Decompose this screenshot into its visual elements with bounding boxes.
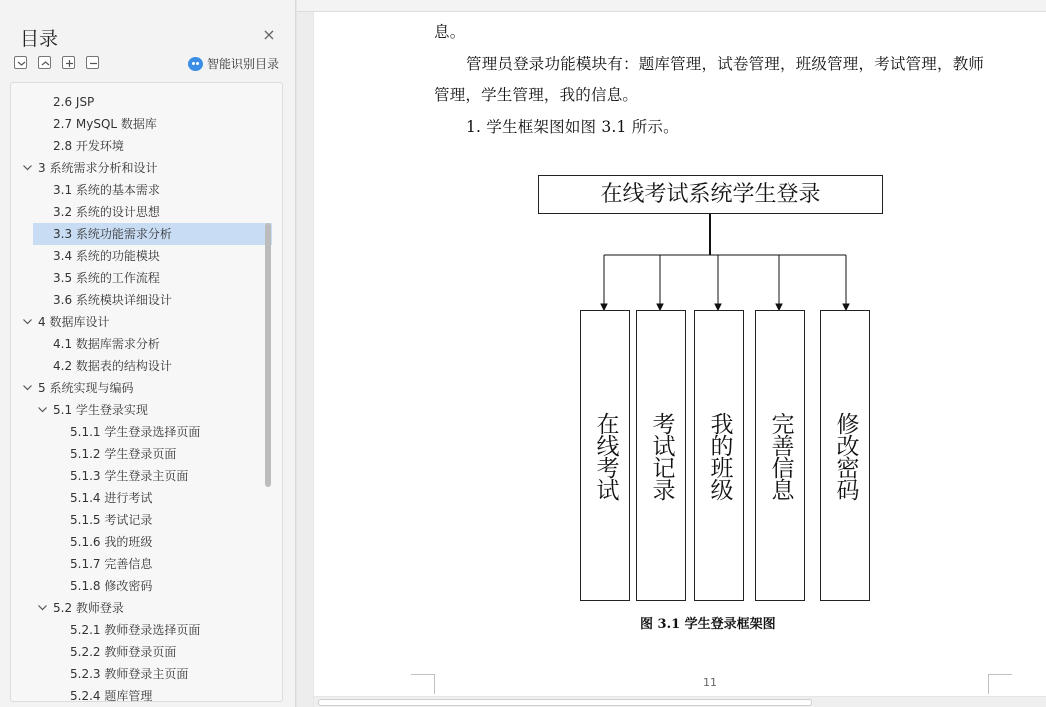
toc-item-label: 5.2 教师登录 [53, 601, 124, 615]
toc-item-label: 2.7 MySQL 数据库 [53, 117, 157, 131]
toc-item-label: 4.2 数据表的结构设计 [53, 359, 172, 373]
toc-item-label: 5.2.2 教师登录页面 [70, 645, 177, 659]
list-item-line: 1. 学生框架图如图 3.1 所示。 [466, 118, 679, 136]
toc-item-label: 3.6 系统模块详细设计 [53, 293, 172, 307]
figure-caption: 图 3.1 学生登录框架图 [640, 617, 776, 632]
diagram-child-node [694, 310, 744, 601]
toc-item-label: 3.3 系统功能需求分析 [53, 227, 172, 241]
diagram-child-node [755, 310, 805, 601]
toc-item-label: 5.1 学生登录实现 [53, 403, 148, 417]
toc-item-label: 5.1.3 学生登录主页面 [70, 469, 189, 483]
node-label: 考试记录 [648, 411, 675, 500]
node-label: 修改密码 [832, 411, 859, 500]
toc-item-label: 3.5 系统的工作流程 [53, 271, 160, 285]
toc-item-label: 5.1.5 考试记录 [70, 513, 153, 527]
page-corner-mark [411, 674, 435, 694]
diagram-child-node [580, 310, 630, 601]
toc-item-label: 3.1 系统的基本需求 [53, 183, 160, 197]
toc-item-label: 5.1.6 我的班级 [70, 535, 153, 549]
toc-item-label: 4 数据库设计 [38, 315, 110, 329]
close-icon[interactable]: × [262, 25, 276, 44]
toc-item-label: 2.8 开发环境 [53, 139, 124, 153]
toc-item-label: 3.2 系统的设计思想 [53, 205, 160, 219]
toc-item-label: 5.1.1 学生登录选择页面 [70, 425, 201, 439]
toc-item-label: 5.2.1 教师登录选择页面 [70, 623, 201, 637]
node-label: 在线考试 [592, 411, 619, 500]
toc-item-label: 5.2.4 题库管理 [70, 689, 153, 702]
toc-item-label: 4.1 数据库需求分析 [53, 337, 160, 351]
toc-item-label: 5.1.7 完善信息 [70, 557, 153, 571]
paragraph-line: 管理，学生管理，我的信息。 [434, 86, 639, 104]
toc-item-label: 5.1.2 学生登录页面 [70, 447, 177, 461]
toc-item-label: 5 系统实现与编码 [38, 381, 134, 395]
toc-item-label: 2.6 JSP [53, 95, 95, 109]
paragraph-line: 息。 [434, 23, 466, 41]
toc-item-label: 3 系统需求分析和设计 [38, 161, 158, 175]
smart-toc-label: 智能识别目录 [207, 57, 280, 71]
diagram-child-node [820, 310, 870, 601]
sidebar-title: 目录 [20, 28, 59, 50]
paragraph-line: 管理员登录功能模块有：题库管理，试卷管理，班级管理，考试管理，教师 [466, 55, 985, 73]
node-label: 我的班级 [706, 411, 733, 500]
toc-item-label: 5.1.4 进行考试 [70, 491, 153, 505]
node-label: 完善信息 [767, 411, 794, 500]
toc-item-label: 5.1.8 修改密码 [70, 579, 153, 593]
diagram-root-node: 在线考试系统学生登录 [538, 175, 883, 214]
page-number: 11 [703, 676, 717, 689]
toc-item-label: 3.4 系统的功能模块 [53, 249, 160, 263]
toc-item-label: 5.2.3 教师登录主页面 [70, 667, 189, 681]
diagram-child-node [636, 310, 686, 601]
horizontal-scrollbar-thumb[interactable] [318, 699, 812, 706]
page-corner-mark [988, 674, 1012, 694]
